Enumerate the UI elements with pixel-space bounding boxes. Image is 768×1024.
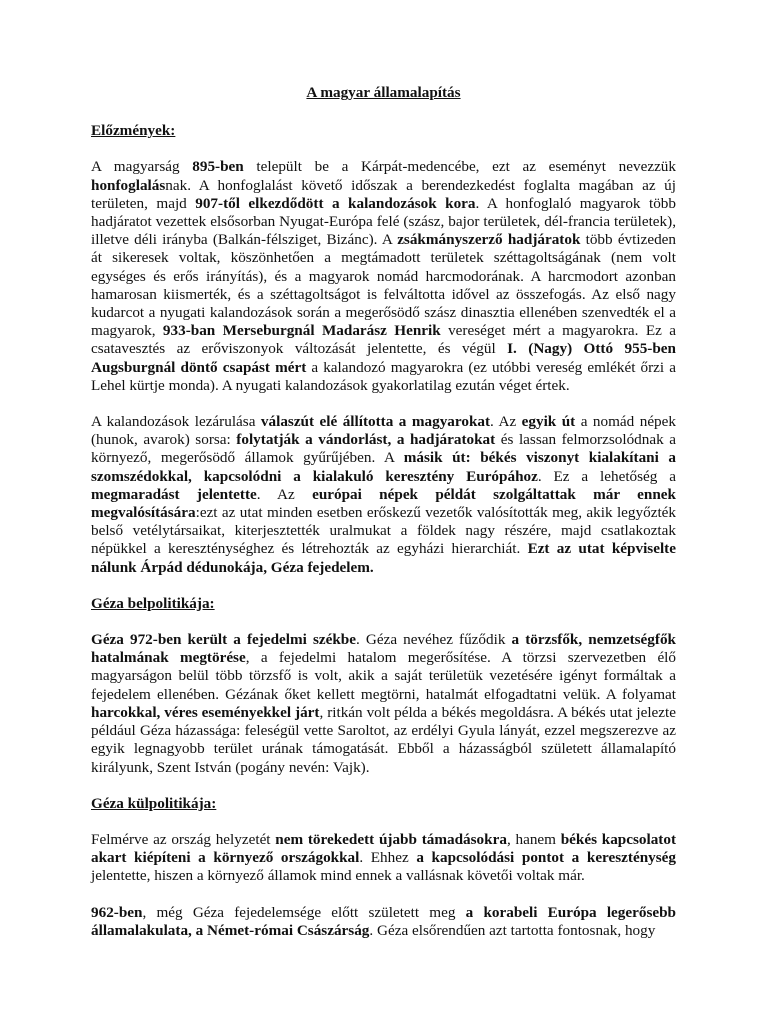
text-run: . Ehhez — [359, 849, 417, 867]
paragraph — [91, 904, 676, 940]
bold-text: válaszút elé állította a magyarokat — [260, 413, 491, 431]
section-heading: Előzmények: — [91, 122, 176, 140]
bold-text: 907-től elkezdődött a kalandozások kora — [195, 194, 476, 212]
text-run: . Ez a lehetőség a — [537, 467, 677, 485]
text-run: . Az — [256, 485, 313, 503]
text-run: nak. A honfoglalást követő időszak a berendezkedést foglalta magában az új területen, majd — [91, 176, 676, 212]
document-body — [91, 122, 676, 940]
text-run: . Géza elsőrendűen azt tartotta fontosnak, hogy — [369, 921, 656, 939]
document-title: A magyar államalapítás — [306, 84, 461, 101]
bold-text: 895-ben — [192, 158, 244, 176]
bold-text: Ezt az utat képviselte nálunk Árpád dédunokája, Géza fejedelem. — [91, 540, 676, 576]
text-run: több évtizeden át sikeresek voltak, köszönhetően a megtámadott területek széttagoltságának (nem volt egységes és erős irányítás), és a magyarok nomád harcmodorának. A harcmodort azonban hamarosan kiismerték, és a széttagoltságot is felváltotta idővel az összefogás. Az első nagy kudarcot a nyugati kalandozások során a megerősödő szász dinasztia ellenében szenvedték el a magyarok, — [91, 231, 676, 340]
paragraph — [91, 413, 676, 577]
paragraph — [91, 831, 676, 886]
bold-text: harcokkal, véres eseményekkel járt — [91, 703, 320, 721]
bold-text: a korabeli Európa legerősebb államalakulata, a Német-római Császárság — [91, 903, 676, 939]
bold-text: európai népek példát szolgáltattak már ennek megvalósítására — [91, 485, 676, 522]
text-run: . Géza nevéhez fűződik — [356, 631, 512, 649]
bold-text: honfoglalás — [91, 176, 166, 194]
text-run: jelentette, hiszen a környező államok mind ennek a vallásnak követői voltak már. — [91, 867, 585, 885]
text-run: , még Géza fejedelemsége előtt született meg — [142, 903, 466, 921]
bold-text: folytatják a vándorlást, a hadjáratokat — [236, 431, 496, 449]
bold-text: 962-ben — [91, 903, 143, 921]
bold-text: a törzsfők, nemzetségfők hatalmának megtörése — [91, 631, 676, 667]
text-run: , hanem — [506, 830, 561, 848]
bold-text: másik út: békés viszonyt kialakítani a szomszédokkal, kapcsolódni a kialakuló keresztény Európához — [91, 449, 676, 485]
bold-text: nem törekedett újabb támadásokra — [275, 830, 507, 848]
text-run: A kalandozások lezárulása — [91, 413, 261, 431]
text-run: . A honfoglaló magyarok több hadjáratot vezettek elsősorban Nyugat-Európa felé (szász, bajor területek, dél-francia területek), illetve déli irányba (Balkán-félsziget, Bizánc). A — [91, 194, 676, 249]
bold-text: I. (Nagy) Ottó 955-ben Augsburgnál döntő csapást mért — [91, 340, 676, 376]
text-run: települt be a Kárpát-medencébe, ezt az eseményt nevezzük — [243, 158, 676, 176]
section-heading: Géza külpolitikája: — [91, 794, 217, 812]
bold-text: egyik út — [521, 413, 576, 431]
section-heading: Géza belpolitikája: — [91, 594, 215, 612]
text-run: és lassan felmorzsolódnak a környező, megerősödő államok gyűrűjében. A — [91, 431, 676, 467]
paragraph — [91, 158, 676, 395]
text-run: . Az — [490, 413, 522, 431]
document-page — [91, 84, 676, 958]
text-run: , a fejedelmi hatalom megerősítése. A törzsi szervezetben élő magyarságon belül több törzsfő is volt, akik a saját területük vezetésére igényt formáltak a fejedelem ellenében. Gézának őket kellett megtörni, hatalmát elfogadtatni velük. A folyamat — [91, 649, 676, 703]
text-run: Felmérve az ország helyzetét — [91, 830, 276, 848]
text-run: , ritkán volt példa a békés megoldásra. A békés utat jelezte például Géza házassága: feleségül vette Saroltot, az erdélyi Gyula lányát, ezzel megszerezve az egyik legnagyobb terület urának támogatását. Ebből a házasságból született államalapító királyunk, Szent István (pogány nevén: Vajk). — [91, 703, 676, 776]
bold-text: 933-ban Merseburgnál Madarász Henrik — [162, 322, 441, 340]
text-run: a nomád népek (hunok, avarok) sorsa: — [91, 413, 676, 449]
bold-text: megmaradást jelentette — [91, 485, 257, 503]
bold-text: Géza 972-ben került a fejedelmi székbe — [91, 631, 356, 649]
bold-text: békés kapcsolatot akart kiépíteni a környező országokkal — [91, 830, 677, 867]
text-run: :ezt az utat minden esetben erőskezű vezetők valósították meg, akik legyőzték belső vetélytársaikat, kiterjesztették uralmukat a földek nagy részére, majd csatlakoztak népükkel a kereszténységhez és létrehozták az egyházi hierarchiát. — [91, 504, 676, 558]
text-run: A magyarság — [91, 158, 193, 176]
bold-text: a kapcsolódási pontot a kereszténység — [416, 849, 677, 867]
paragraph — [91, 631, 676, 777]
bold-text: zsákmányszerző hadjáratok — [397, 231, 581, 249]
text-run: vereséget mért a magyarokra. Ez a csatavesztés az erőviszonyok változását jelentette, és végül — [91, 322, 676, 358]
text-run: a kalandozó magyarokra (ez utóbbi vereség emlékét őrzi a Lehel kürtje monda). A nyugati kalandozások gyakorlatilag ezután véget értek. — [91, 358, 676, 394]
